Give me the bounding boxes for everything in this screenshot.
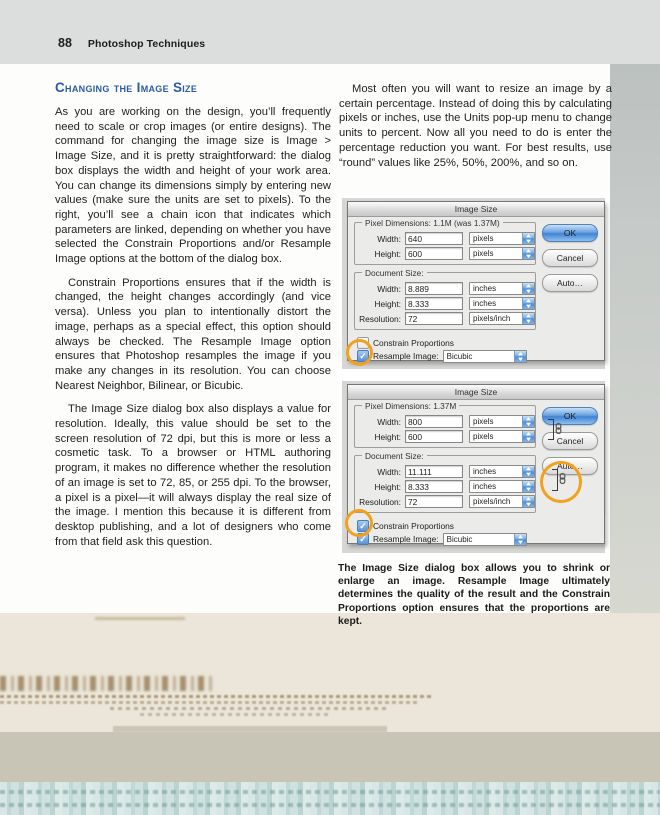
deco-blur-text-bold [0, 676, 215, 691]
auto-button[interactable]: Auto… [542, 457, 598, 475]
pixel-height-input[interactable] [405, 247, 463, 260]
resample-image-label: Resample Image: [373, 351, 439, 361]
resolution-input[interactable] [405, 495, 463, 508]
deco-blur-text-row [0, 695, 432, 698]
running-header [58, 36, 205, 50]
updown-arrows-icon [522, 283, 534, 294]
deco-blur-line [95, 617, 185, 620]
doc-width-input[interactable] [405, 282, 463, 295]
annotation-circle-chain-link [540, 461, 582, 503]
deco-blur-text-row [0, 701, 420, 704]
resample-image-checkbox[interactable]: ✓ [357, 533, 369, 545]
ok-button[interactable]: OK [542, 224, 598, 242]
annotation-circle-resample-checkbox [346, 339, 373, 366]
width-label: Width: [377, 466, 401, 477]
updown-arrows-icon [522, 416, 534, 427]
pixel-dimensions-label: Pixel Dimensions: 1.1M (was 1.37M) [362, 218, 503, 228]
pixel-width-units-popup[interactable]: pixels [469, 415, 535, 428]
doc-width-units-popup[interactable]: inches [469, 465, 535, 478]
doc-height-input[interactable] [405, 297, 463, 310]
updown-arrows-icon [522, 313, 534, 324]
figure-image-size-dialog-1 [337, 193, 610, 374]
document-size-label: Document Size: [362, 268, 427, 278]
doc-height-units-popup[interactable]: inches [469, 480, 535, 493]
screenshot-desktop-background [342, 381, 605, 553]
auto-button[interactable]: Auto… [542, 274, 598, 292]
pixel-height-input[interactable] [405, 430, 463, 443]
dialog-title-bar [348, 385, 604, 400]
dialog-title: Image Size [454, 204, 498, 214]
pixel-height-units-popup[interactable]: pixels [469, 430, 535, 443]
resample-method-popup[interactable]: Bicubic [443, 533, 527, 546]
pixel-dimensions-group [354, 218, 536, 265]
doc-width-units-popup[interactable]: inches [469, 282, 535, 295]
chain-link-icon [555, 423, 562, 436]
bottom-decorative-collage [0, 613, 660, 815]
paragraph-3: The Image Size dialog box also displays a value for resolution. Ideally, this value should be set to the screen resolution of 72 dpi, but this is more or less a cosmetic task. To a browser or HTML authoring program, it makes no difference whether the resolution of an image is set to 72, 85, or 255 dpi. To the browser, a pixel is a pixel—it will always display the real size of the image. I mention this because it is different from desktop publishing, and a lot of designers who come from that field ask this question. [55, 403, 331, 548]
constrain-proportions-checkbox[interactable]: ✓ [357, 520, 369, 532]
pixel-dimensions-group [354, 401, 536, 448]
pixel-dimensions-label: Pixel Dimensions: 1.37M [362, 401, 459, 411]
cancel-button[interactable]: Cancel [542, 249, 598, 267]
updown-arrows-icon [522, 298, 534, 309]
constrain-proportions-label: Constrain Proportions [373, 521, 454, 531]
doc-height-units-popup[interactable]: inches [469, 297, 535, 310]
right-text-column [339, 82, 612, 179]
page-number: 88 [58, 36, 72, 50]
pixel-width-input[interactable] [405, 232, 463, 245]
paragraph-2: Constrain Proportions ensures that if the width is changed, the height changes accordingly (and vice versa). Unless you plan to intentionally distort the image, perhaps as a special effect, this option should always be checked. The Resample Image option ensures that Photoshop resamples the image if you make any changes in its resolution. You can choose Nearest Neighbor, Bilinear, or Bicubic. [55, 276, 331, 392]
book-title: Photoshop Techniques [87, 38, 206, 50]
resolution-input[interactable] [405, 312, 463, 325]
updown-arrows-icon [522, 481, 534, 492]
height-label: Height: [374, 431, 401, 442]
document-size-label: Document Size: [362, 451, 427, 461]
resample-image-checkbox[interactable]: ✓ [357, 350, 369, 362]
annotation-circle-constrain-checkbox [345, 509, 373, 537]
doc-height-input[interactable] [405, 480, 463, 493]
width-label: Width: [377, 233, 401, 244]
height-label: Height: [374, 248, 401, 259]
pixel-width-units-popup[interactable]: pixels [469, 232, 535, 245]
figure-image-size-dialog-2 [337, 376, 610, 558]
updown-arrows-icon [522, 233, 534, 244]
height-label: Height: [374, 298, 401, 309]
deco-blue-stripes [0, 782, 660, 815]
updown-arrows-icon [514, 351, 526, 362]
height-label: Height: [374, 481, 401, 492]
width-label: Width: [377, 416, 401, 427]
updown-arrows-icon [514, 534, 526, 545]
section-heading: Changing the Image Size [55, 80, 198, 95]
deco-gray-band [0, 732, 660, 782]
screenshot-desktop-background [342, 198, 605, 369]
dialog-title-bar [348, 202, 604, 217]
deco-blur-text-row [140, 713, 330, 716]
image-size-dialog [347, 384, 605, 544]
paragraph-1: As you are working on the design, you’ll frequently need to scale or crop images (or entire designs). The command for changing the image size is Image > Image Size, and it is pretty straightforward: the dialog box displays the width and height of your work area. You can change its dimensions simply by entering new values (make sure the units are set to pixels). To the right, you’ll see a chain icon that indicates which parameters are linked, depending on whether you have selected the Constrain Proportions and/or Resample Image options at the bottom of the dialog box. [55, 106, 331, 266]
resample-method-popup[interactable]: Bicubic [443, 350, 527, 363]
image-size-dialog [347, 201, 605, 361]
resolution-units-popup[interactable]: pixels/inch [469, 312, 535, 325]
document-size-group [354, 451, 536, 513]
cancel-button[interactable]: Cancel [542, 432, 598, 450]
updown-arrows-icon [522, 431, 534, 442]
resolution-label: Resolution: [359, 313, 401, 324]
dialog-title: Image Size [454, 387, 498, 397]
width-label: Width: [377, 283, 401, 294]
pixel-height-units-popup[interactable]: pixels [469, 247, 535, 260]
document-size-group [354, 268, 536, 330]
deco-blur-text-row [110, 707, 390, 710]
figure-caption: The Image Size dialog box allows you to shrink or enlarge an image. Resample Image ultimately determines the quality of the result and the Constrain Proportions option ensures that the proportions are kept. [338, 563, 610, 627]
left-text-column [55, 80, 331, 558]
resolution-label: Resolution: [359, 496, 401, 507]
constrain-proportions-label: Constrain Proportions [373, 338, 454, 348]
pixel-dimensions-link-bracket [548, 419, 554, 440]
updown-arrows-icon [522, 466, 534, 477]
updown-arrows-icon [522, 248, 534, 259]
resolution-units-popup[interactable]: pixels/inch [469, 495, 535, 508]
ok-button[interactable]: OK [542, 407, 598, 425]
page-header-band [0, 0, 660, 65]
resample-image-label: Resample Image: [373, 534, 439, 544]
doc-width-input[interactable] [405, 465, 463, 478]
paragraph-4: Most often you will want to resize an image by a certain percentage. Instead of doing this by calculating pixels or inches, use the Units pop-up menu to change units to percent. Now all you need to do is enter the percentage reduction you want. For best results, use “round” values like 25%, 50%, 200%, and so on. [339, 83, 612, 169]
pixel-width-input[interactable] [405, 415, 463, 428]
updown-arrows-icon [522, 496, 534, 507]
